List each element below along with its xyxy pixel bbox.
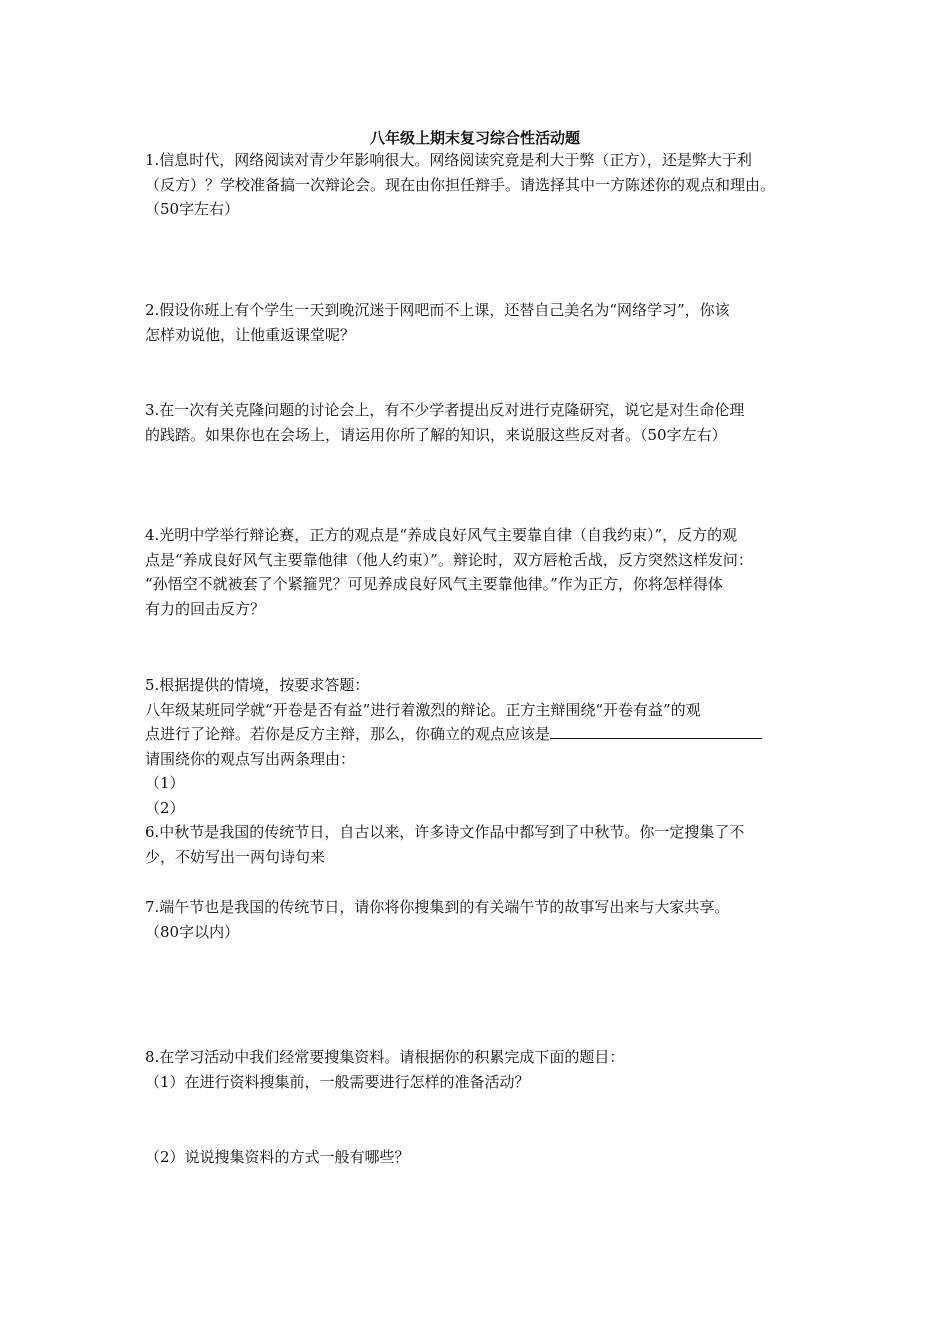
question-line-with-blank [145,722,815,747]
question-7 [145,895,815,944]
question-line: （50字左右） [145,200,240,218]
question-line: 点是“养成良好风气主要靠他律（他人约束）”。辩论时，双方唇枪舌战，反方突然这样发问： [145,550,753,569]
sub-question-2: （2）说说搜集资料的方式一般有哪些？ [145,1148,410,1166]
question-line: “孙悟空不就被套了个紧箍咒？可见养成良好风气主要靠他律。”作为正方，你将怎样得体 [145,575,723,593]
sub-question-1: （1）在进行资料搜集前，一般需要进行怎样的准备活动？ [145,1072,530,1091]
question-line: 5.根据提供的情境，按要求答题： [145,676,370,694]
question-4 [145,523,815,621]
question-line: 8.在学习活动中我们经常要搜集资料。请根据你的积累完成下面的题目： [145,1048,625,1066]
question-line: 八年级某班同学就“开卷是否有益”进行着激烈的辩论。正方主辩围绕“开卷有益”的观 [145,700,701,719]
answer-blank[interactable] [550,722,762,739]
question-line: 怎样劝说他，让他重返课堂呢？ [145,325,356,344]
question-line: 1.信息时代，网络阅读对青少年影响很大。网络阅读究竟是利大于弊（正方），还是弊大于利 [145,151,752,169]
reason-1-label: （1） [145,774,185,792]
question-line: 少，不妨写出一两句诗句来 [145,847,326,866]
question-3 [145,398,815,447]
reason-2-label: （2） [145,798,185,817]
question-5 [145,673,815,820]
question-line: 2.假设你班上有个学生一天到晚沉迷于网吧而不上课，还替自己美名为“网络学习”，你该 [145,301,730,319]
question-line: 4.光明中学举行辩论赛，正方的观点是“养成良好风气主要靠自律（自我约束）”，反方的观 [145,526,738,544]
question-text: 点进行了论辩。若你是反方主辩，那么，你确立的观点应该是 [145,725,551,743]
question-8-intro [145,1045,815,1094]
question-2 [145,298,815,347]
page-title: 八年级上期末复习综合性活动题 [369,129,580,147]
question-line: （80字以内） [145,922,240,941]
question-line: （反方）？学校准备搞一次辩论会。现在由你担任辩手。请选择其中一方陈述你的观点和理由。 [145,175,776,194]
question-line: 请围绕你的观点写出两条理由： [145,749,356,768]
question-line: 有力的回击反方？ [145,599,266,618]
question-line: 3.在一次有关克隆问题的讨论会上，有不少学者提出反对进行克隆研究，说它是对生命伦理 [145,401,745,419]
question-8-part-2 [145,1145,815,1170]
question-6 [145,820,815,869]
question-line: 6.中秋节是我国的传统节日，自古以来，许多诗文作品中都写到了中秋节。你一定搜集了不 [145,823,745,841]
question-line: 7.端午节也是我国的传统节日，请你将你搜集到的有关端午节的故事写出来与大家共享。 [145,898,730,916]
question-line: 的践踏。如果你也在会场上，请运用你所了解的知识，来说服这些反对者。（50字左右） [145,425,727,444]
question-1 [145,148,815,222]
